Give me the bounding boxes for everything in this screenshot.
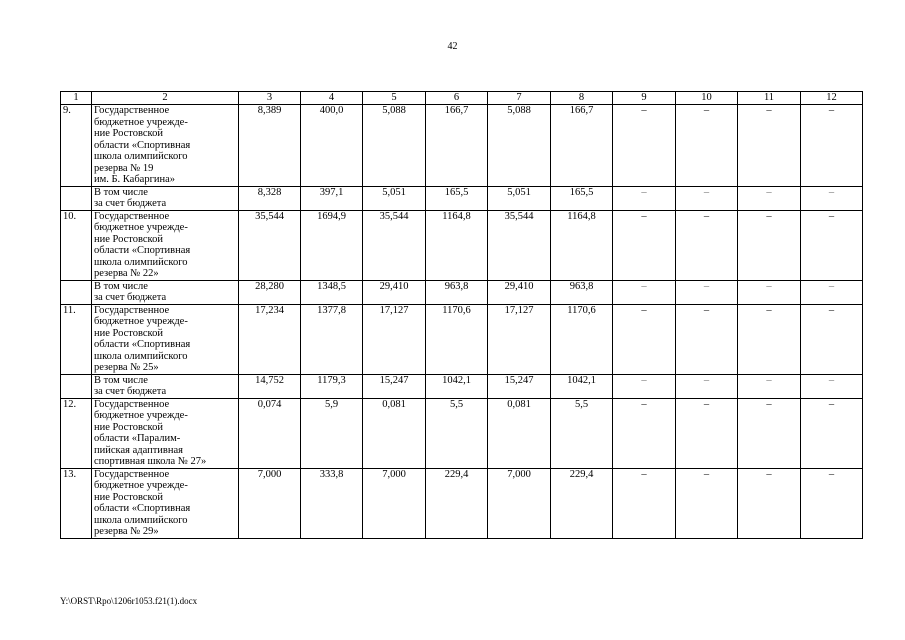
institution-name [92,280,239,304]
table-row [61,105,863,187]
value-cell-col-12: – [801,374,863,398]
name-line: школа олимпийского [94,350,188,362]
value-cell-col-3: 7,000 [239,468,301,538]
table-row [61,468,863,538]
value-cell-col-10: – [676,280,738,304]
name-line: области «Спортивная [94,503,191,514]
footer-file-path: Y:\ORST\Rpo\1206r1053.f21(1).docx [60,596,198,606]
column-header-7: 7 [488,92,551,105]
value-cell-col-12: – [801,210,863,280]
name-line: области «Спортивная [94,245,191,256]
value-cell-col-4: 397,1 [301,186,363,210]
table-row-budget [61,374,863,398]
data-table [60,91,863,539]
value-cell-col-7: 5,088 [488,105,551,187]
value-cell-col-7: 29,410 [488,280,551,304]
name-line: бюджетное учрежде- [94,316,188,327]
name-line: Государственное [94,398,170,410]
value-cell-col-9: – [613,280,676,304]
value-cell-col-11: – [738,105,801,187]
page-number: 42 [447,41,458,52]
name-line: ние Ростовской [94,491,163,503]
value-cell-col-3: 17,234 [239,304,301,374]
name-line: резерва № 29» [94,526,159,537]
name-line: Государственное [94,210,170,222]
value-cell-col-9: – [613,210,676,280]
column-header-1: 1 [61,92,92,105]
value-cell-col-5: 0,081 [363,398,426,468]
value-cell-col-9: – [613,374,676,398]
table-row [61,398,863,468]
name-line: области «Спортивная [94,339,191,350]
table-row [61,304,863,374]
value-cell-col-6: 166,7 [426,105,488,187]
name-line: В том числе [94,280,148,292]
value-cell-col-6: 1164,8 [426,210,488,280]
value-cell-col-6: 5,5 [426,398,488,468]
institution-name [92,105,239,187]
column-header-8: 8 [551,92,613,105]
value-cell-col-8: 5,5 [551,398,613,468]
value-cell-col-9: – [613,186,676,210]
column-header-6: 6 [426,92,488,105]
value-cell-col-11: – [738,304,801,374]
value-cell-col-11: – [738,186,801,210]
value-cell-col-12: – [801,186,863,210]
column-header-2: 2 [92,92,239,105]
value-cell-col-7: 17,127 [488,304,551,374]
value-cell-col-8: 1042,1 [551,374,613,398]
value-cell-col-3: 8,328 [239,186,301,210]
row-number: 9. [61,105,92,187]
value-cell-col-8: 229,4 [551,468,613,538]
row-number: 10. [61,210,92,280]
value-cell-col-12: – [801,280,863,304]
name-line: резерва № 22» [94,268,159,279]
row-number: 13. [61,468,92,538]
name-line: спортивная школа № 27» [94,456,207,467]
value-cell-col-9: – [613,468,676,538]
value-cell-col-12: – [801,304,863,374]
value-cell-col-3: 0,074 [239,398,301,468]
value-cell-col-4: 333,8 [301,468,363,538]
name-line: Государственное [94,105,170,116]
name-line: резерва № 19 [94,162,154,174]
row-number: 12. [61,398,92,468]
value-cell-col-11: – [738,398,801,468]
value-cell-col-7: 5,051 [488,186,551,210]
value-cell-col-7: 15,247 [488,374,551,398]
value-cell-col-11: – [738,280,801,304]
value-cell-col-8: 1170,6 [551,304,613,374]
value-cell-col-10: – [676,210,738,280]
header-row [61,92,863,105]
name-line: области «Паралим- [94,433,181,444]
institution-name [92,398,239,468]
column-header-3: 3 [239,92,301,105]
value-cell-col-12: – [801,468,863,538]
value-cell-col-5: 5,051 [363,186,426,210]
name-line: В том числе [94,374,148,386]
row-number [61,186,92,210]
value-cell-col-8: 165,5 [551,186,613,210]
value-cell-col-11: – [738,374,801,398]
value-cell-col-10: – [676,304,738,374]
name-line: ние Ростовской [94,327,163,339]
name-line: пийская адаптивная [94,444,183,456]
value-cell-col-4: 5,9 [301,398,363,468]
value-cell-col-11: – [738,210,801,280]
name-line: школа олимпийского [94,256,188,268]
value-cell-col-7: 7,000 [488,468,551,538]
row-number: 11. [61,304,92,374]
value-cell-col-12: – [801,398,863,468]
value-cell-col-5: 17,127 [363,304,426,374]
institution-name [92,468,239,538]
table-body [61,92,863,539]
value-cell-col-5: 29,410 [363,280,426,304]
value-cell-col-5: 35,544 [363,210,426,280]
value-cell-col-12: – [801,105,863,187]
table-row-budget [61,186,863,210]
value-cell-col-5: 15,247 [363,374,426,398]
value-cell-col-11: – [738,468,801,538]
name-line: за счет бюджета [94,198,167,209]
value-cell-col-3: 14,752 [239,374,301,398]
value-cell-col-9: – [613,105,676,187]
value-cell-col-4: 1694,9 [301,210,363,280]
name-line: бюджетное учрежде- [94,410,188,421]
column-header-12: 12 [801,92,863,105]
value-cell-col-10: – [676,374,738,398]
value-cell-col-10: – [676,186,738,210]
name-line: области «Спортивная [94,139,191,151]
name-line: за счет бюджета [94,292,167,303]
name-line: ние Ростовской [94,233,163,245]
value-cell-col-4: 1348,5 [301,280,363,304]
name-line: за счет бюджета [94,386,167,397]
name-line: В том числе [94,186,148,198]
name-line: школа олимпийского [94,514,188,526]
value-cell-col-4: 1377,8 [301,304,363,374]
name-line: школа олимпийского [94,151,188,162]
row-number [61,374,92,398]
name-line: Государственное [94,468,170,480]
column-header-5: 5 [363,92,426,105]
value-cell-col-7: 0,081 [488,398,551,468]
value-cell-col-10: – [676,398,738,468]
value-cell-col-3: 8,389 [239,105,301,187]
value-cell-col-6: 165,5 [426,186,488,210]
value-cell-col-9: – [613,398,676,468]
column-header-4: 4 [301,92,363,105]
value-cell-col-8: 1164,8 [551,210,613,280]
table-row-budget [61,280,863,304]
value-cell-col-6: 1042,1 [426,374,488,398]
value-cell-col-4: 1179,3 [301,374,363,398]
row-number [61,280,92,304]
value-cell-col-5: 5,088 [363,105,426,187]
institution-name [92,186,239,210]
institution-name [92,374,239,398]
institution-name [92,210,239,280]
name-line: Государственное [94,304,170,316]
column-header-11: 11 [738,92,801,105]
value-cell-col-9: – [613,304,676,374]
name-line: ние Ростовской [94,421,163,433]
institution-name [92,304,239,374]
name-line: резерва № 25» [94,362,159,373]
value-cell-col-4: 400,0 [301,105,363,187]
value-cell-col-10: – [676,105,738,187]
value-cell-col-6: 1170,6 [426,304,488,374]
name-line: бюджетное учрежде- [94,222,188,233]
column-header-9: 9 [613,92,676,105]
name-line: им. Б. Кабаргина» [94,174,176,185]
table-row [61,210,863,280]
value-cell-col-8: 166,7 [551,105,613,187]
value-cell-col-3: 28,280 [239,280,301,304]
name-line: бюджетное учрежде- [94,116,188,128]
value-cell-col-8: 963,8 [551,280,613,304]
value-cell-col-7: 35,544 [488,210,551,280]
value-cell-col-10: – [676,468,738,538]
column-header-10: 10 [676,92,738,105]
name-line: бюджетное учрежде- [94,480,188,491]
value-cell-col-6: 963,8 [426,280,488,304]
value-cell-col-3: 35,544 [239,210,301,280]
name-line: ние Ростовской [94,128,163,139]
value-cell-col-6: 229,4 [426,468,488,538]
value-cell-col-5: 7,000 [363,468,426,538]
